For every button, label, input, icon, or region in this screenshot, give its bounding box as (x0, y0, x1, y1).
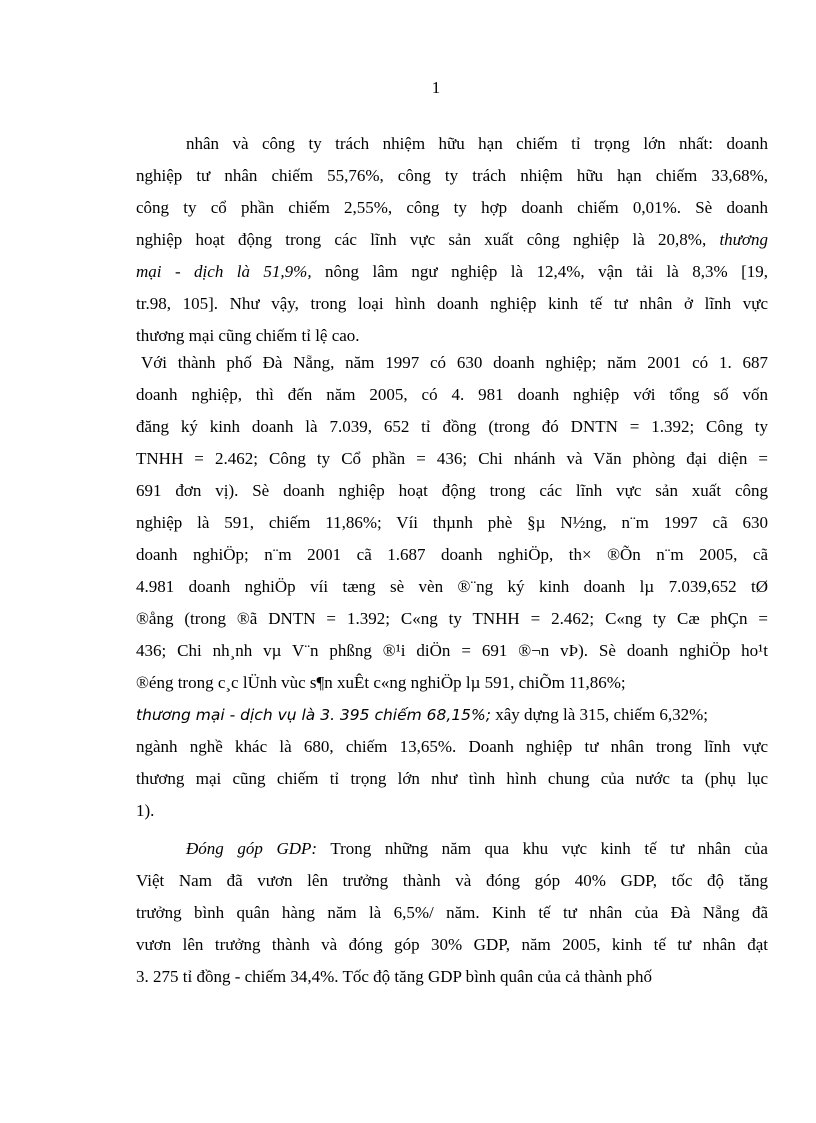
text-line: thương mại cũng chiếm tỉ trọng lớn như tình hình chung của nước ta (phụ lục (136, 769, 768, 788)
text-line: TNHH = 2.462; Công ty Cổ phần = 436; Chi nhánh và Văn phòng đại diện = (136, 449, 768, 468)
text-line: 4.981 doanh nghiÖp víi tæng sè vèn ®¨ng ký kinh doanh lµ 7.039,652 tØ (136, 577, 768, 596)
text-line: Việt Nam đã vươn lên trưởng thành và đóng góp 40% GDP, tốc độ tăng (136, 871, 768, 890)
text-line: doanh nghiệp, thì đến năm 2005, có 4. 981 doanh nghiệp với tổng số vốn (136, 385, 768, 404)
text-line: vươn lên trưởng thành và đóng góp 30% GDP, năm 2005, kinh tế tư nhân đạt (136, 935, 768, 954)
text-line: Với thành phố Đà Nẵng, năm 1997 có 630 doanh nghiệp; năm 2001 có 1. 687 (141, 353, 768, 372)
text-line: ®ång (trong ®ã DNTN = 1.392; C«ng ty TNHH = 2.462; C«ng ty Cæ phÇn = (136, 609, 768, 628)
text-line: 3. 275 tỉ đồng - chiếm 34,4%. Tốc độ tăng GDP bình quân của cả thành phố (136, 967, 653, 986)
text-line: ngành nghề khác là 680, chiếm 13,65%. Doanh nghiệp tư nhân trong lĩnh vực (136, 737, 768, 756)
text-line: doanh nghiÖp; n¨m 2001 cã 1.687 doanh nghiÖp, th× ®Õn n¨m 2005, cã (136, 545, 768, 564)
text-line: Đóng góp GDP: Trong những năm qua khu vực kinh tế tư nhân của (186, 839, 768, 858)
text-line: nghiệp là 591, chiếm 11,86%; Víi thµnh phè §µ N½ng, n¨m 1997 cã 630 (136, 513, 768, 532)
text-line: tr.98, 105]. Như vậy, trong loại hình doanh nghiệp kinh tế tư nhân ở lĩnh vực (136, 294, 768, 313)
text-line: 436; Chi nh¸nh vµ V¨n phßng ®¹i diÖn = 691 ®¬n vÞ). Sè doanh nghiÖp ho¹t (136, 641, 768, 660)
text-line: nghiệp tư nhân chiếm 55,76%, công ty trách nhiệm hữu hạn chiếm 33,68%, (136, 166, 768, 185)
text-line: thương mại - dịch vụ là 3. 395 chiếm 68,15%; xây dựng là 315, chiếm 6,32%; (136, 705, 708, 724)
text-line: 691 đơn vị). Sè doanh nghiệp hoạt động trong các lĩnh vực sản xuất công (136, 481, 768, 500)
text-line: 1). (136, 801, 155, 820)
text-line: trưởng bình quân hàng năm là 6,5%/ năm. Kinh tế tư nhân của Đà Nẵng đã (136, 903, 768, 922)
text-line: mại - dịch là 51,9%, nông lâm ngư nghiệp là 12,4%, vận tải là 8,3% [19, (136, 262, 768, 281)
text-line: ®éng trong c¸c lÜnh vùc s¶n xuÊt c«ng nghiÖp lµ 591, chiÕm 11,86%; (136, 673, 626, 692)
text-line: nghiệp hoạt động trong các lĩnh vực sản xuất công nghiệp là 20,8%, thương (136, 230, 769, 249)
text-line: công ty cổ phần chiếm 2,55%, công ty hợp doanh chiếm 0,01%. Sè doanh (136, 198, 768, 217)
text-line: thương mại cũng chiếm tỉ lệ cao. (136, 326, 360, 345)
page-number: 1 (431, 78, 441, 97)
text-line: đăng ký kinh doanh là 7.039, 652 tỉ đồng (trong đó DNTN = 1.392; Công ty (136, 417, 768, 436)
text-line: nhân và công ty trách nhiệm hữu hạn chiếm tỉ trọng lớn nhất: doanh (186, 134, 768, 153)
